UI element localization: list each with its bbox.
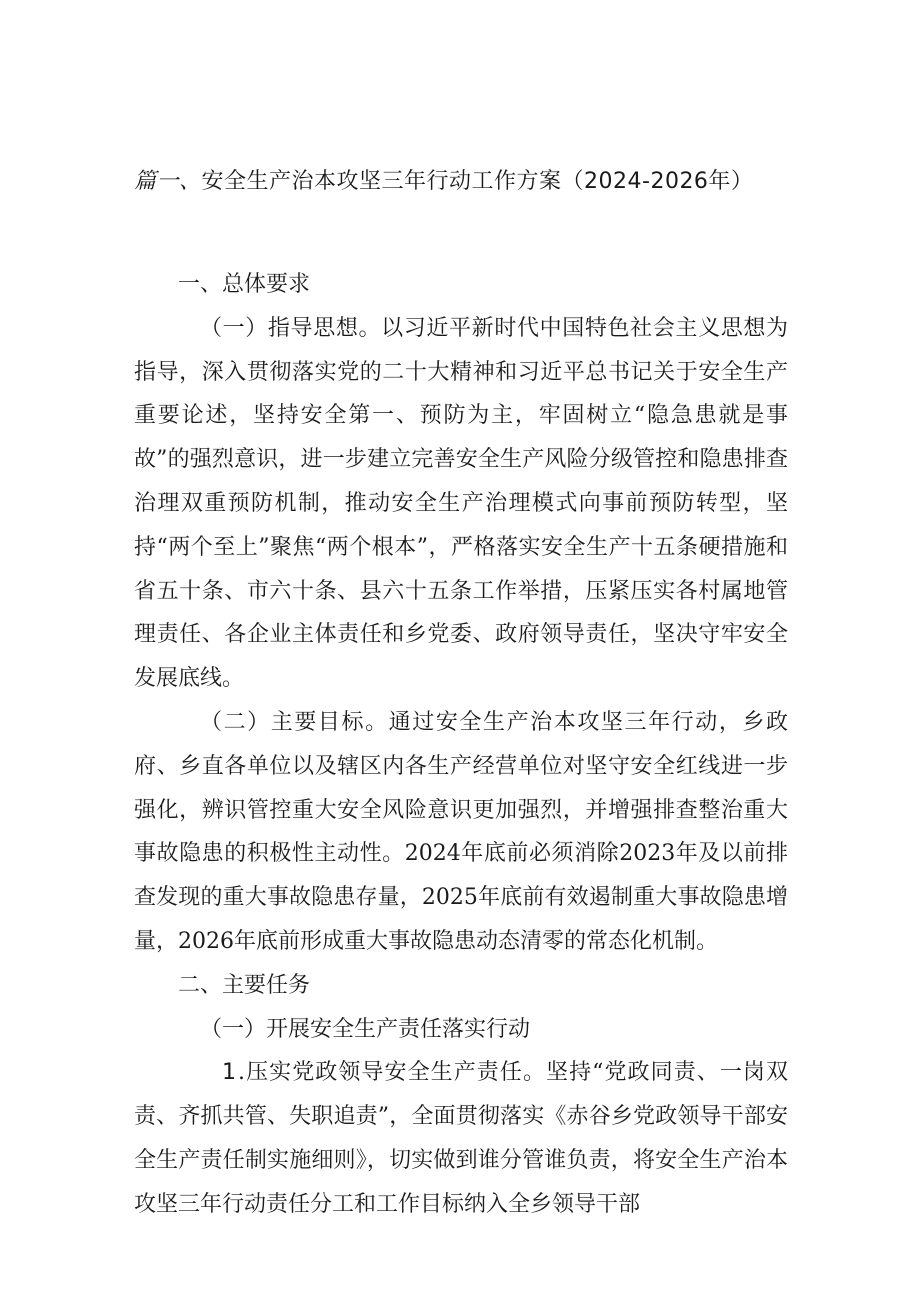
- document-body: [134, 263, 788, 1227]
- paragraph-item-1: [134, 1051, 788, 1226]
- document-title: [134, 166, 854, 198]
- section-heading-main-tasks: 二、主要任务: [178, 972, 311, 998]
- title-prefix: 篇一、: [134, 169, 202, 194]
- item-text: .压实党政领导安全生产责任。坚持“党政同责、一岗双责、齐抓共管、失职追责”，全面贯彻落实《赤谷乡党政领导干部安全生产责任制实施细则》，切实做到谁分管谁负责，将安全生产治本攻坚三年行动责任分工和工作目标纳入全乡领导干部: [134, 1060, 788, 1217]
- paragraph-main-goals: （二）主要目标。通过安全生产治本攻坚三年行动，乡政府、乡直各单位以及辖区内各生产经营单位对坚守安全红线进一步强化，辨识管控重大安全风险意识更加强烈，并增强排查整治重大事故隐患的积极性主动性。2024年底前必须消除2023年及以前排查发现的重大事故隐患存量，2025年底前有效遏制重大事故隐患增量，2026年底前形成重大事故隐患动态清零的常态化机制。: [134, 709, 788, 954]
- section-heading-general-requirements: 一、总体要求: [178, 272, 311, 297]
- paragraph-guiding-ideology: （一）指导思想。以习近平新时代中国特色社会主义思想为指导，深入贯彻落实党的二十大精神和习近平总书记关于安全生产重要论述，坚持安全第一、预防为主，牢固树立“隐急患就是事故”的强烈意识，进一步建立完善安全生产风险分级管控和隐患排查治理双重预防机制，推动安全生产治理模式向事前预防转型，坚持“两个至上”聚焦“两个根本”，严格落实安全生产十五条硬措施和省五十条、市六十条、县六十五条工作举措，压紧压实各村属地管理责任、各企业主体责任和乡党委、政府领导责任，坚决守牢安全发展底线。: [134, 315, 788, 692]
- subsection-heading-responsibility-action: （一）开展安全生产责任落实行动: [200, 1016, 531, 1042]
- item-number: 1: [222, 1060, 236, 1086]
- title-text: 安全生产治本攻坚三年行动工作方案（2024-2026年）: [201, 169, 754, 194]
